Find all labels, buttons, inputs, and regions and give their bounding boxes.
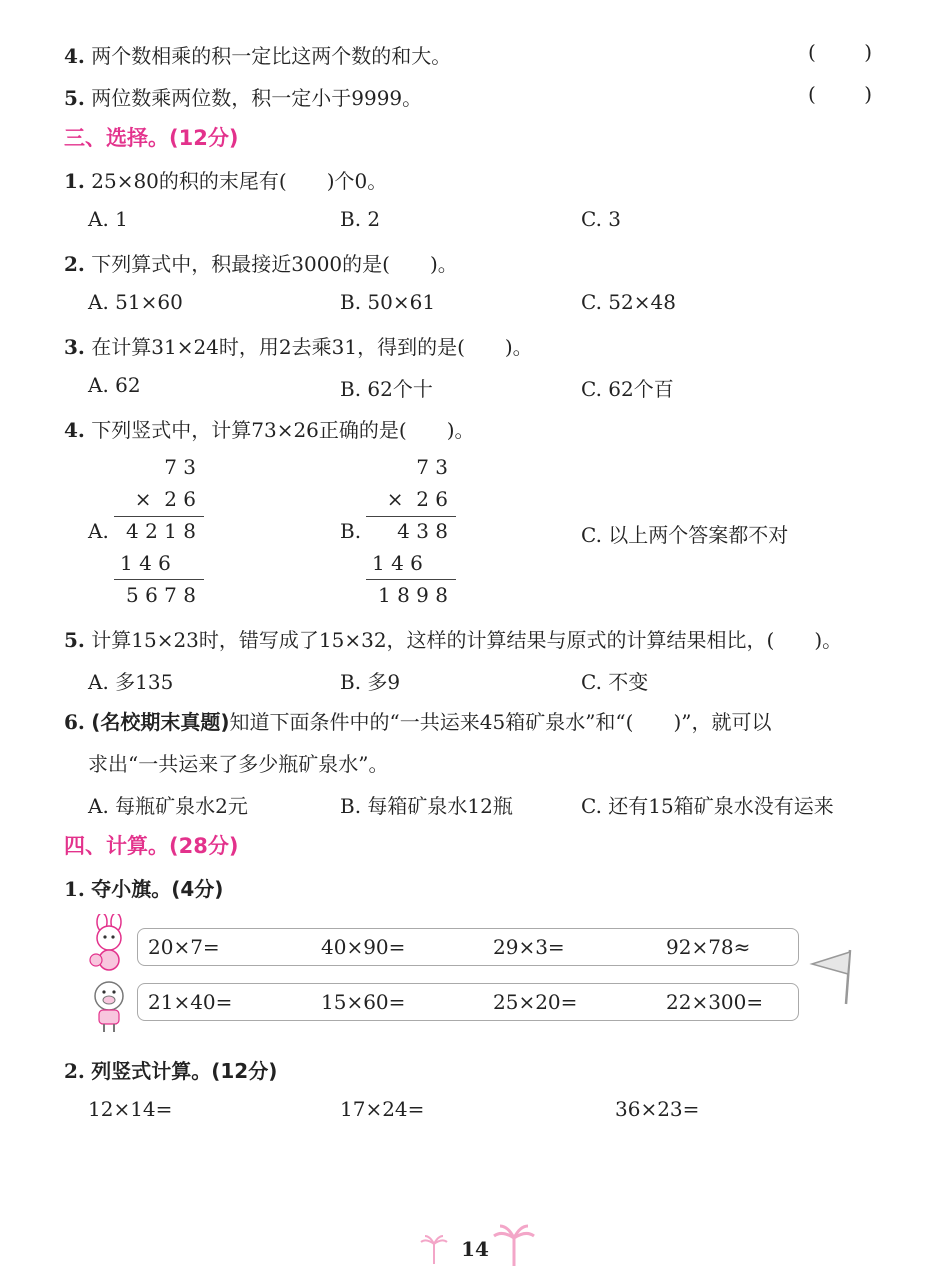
choice-question-1: 1. 25×80的积的末尾有( )个0。	[64, 169, 388, 193]
rule-line	[114, 579, 204, 580]
calc-cell[interactable]: 22×300=	[666, 990, 764, 1014]
vertical-calc-b: 7 3 × 2 6 4 3 8 1 4 6 1 8 9 8	[364, 455, 456, 605]
option-a[interactable]: A.	[88, 519, 109, 543]
choice-question-3: 3. 在计算31×24时，用2去乘31，得到的是( )。	[64, 335, 533, 359]
section-title: 四、计算。(28分)	[64, 834, 239, 858]
calc-cell[interactable]: 15×60=	[321, 990, 406, 1014]
choice-question-2: 2. 下列算式中，积最接近3000的是( )。	[64, 252, 458, 276]
judge-item-4	[64, 40, 451, 69]
option-b[interactable]: B. 每箱矿泉水12瓶	[340, 794, 513, 818]
rule-line	[114, 516, 204, 517]
option-c[interactable]: C. 以上两个答案都不对	[581, 523, 789, 547]
option-a[interactable]: A. 每瓶矿泉水2元	[88, 794, 248, 818]
option-c[interactable]: C. 还有15箱矿泉水没有运来	[581, 794, 834, 818]
option-b[interactable]: B.	[340, 519, 362, 543]
calc-cell[interactable]: 21×40=	[148, 990, 233, 1014]
section-title: 三、选择。(12分)	[64, 126, 239, 150]
option-a[interactable]: A. 51×60	[88, 290, 183, 314]
vertical-problem[interactable]: 12×14=	[88, 1097, 173, 1121]
option-b[interactable]: B. 50×61	[340, 290, 436, 314]
option-b[interactable]: B. 62个十	[340, 377, 433, 401]
option-c[interactable]: C. 3	[581, 207, 622, 231]
option-c[interactable]: C. 62个百	[581, 377, 674, 401]
answer-paren[interactable]: ( )	[808, 82, 872, 106]
rule-line	[366, 516, 456, 517]
item-number: 4.	[64, 44, 85, 68]
option-a[interactable]: A. 1	[88, 207, 128, 231]
choice-question-5: 5. 计算15×23时，错写成了15×32，这样的计算结果与原式的计算结果相比，( )。	[64, 628, 843, 652]
rabbit-icon	[86, 914, 132, 974]
sub-question-1: 1. 夺小旗。(4分)	[64, 877, 224, 901]
calc-cell[interactable]: 20×7=	[148, 935, 220, 959]
option-a[interactable]: A. 62	[88, 373, 141, 397]
calc-row-2	[137, 983, 799, 1021]
option-b[interactable]: B. 2	[340, 207, 381, 231]
option-c[interactable]: C. 52×48	[581, 290, 676, 314]
pig-icon	[88, 978, 130, 1034]
calc-cell[interactable]: 25×20=	[493, 990, 578, 1014]
calc-cell[interactable]: 29×3=	[493, 935, 565, 959]
calc-cell[interactable]: 40×90=	[321, 935, 406, 959]
item-text: 两个数相乘的积一定比这两个数的和大。	[91, 44, 452, 68]
item-number: 5.	[64, 86, 85, 110]
option-b[interactable]: B. 多9	[340, 670, 401, 694]
choice-question-6-line2: 求出“一共运来了多少瓶矿泉水”。	[88, 752, 389, 776]
option-a[interactable]: A. 多135	[88, 670, 174, 694]
choice-question-6: 6. (名校期末真题)知道下面条件中的“一共运来45箱矿泉水”和“( )”，就可以	[64, 710, 772, 734]
page-number: 14	[461, 1237, 489, 1261]
source-tag: (名校期末真题)	[91, 710, 230, 734]
choice-question-4: 4. 下列竖式中，计算73×26正确的是( )。	[64, 418, 475, 442]
rule-line	[366, 579, 456, 580]
calc-row-1	[137, 928, 799, 966]
sub-question-2: 2. 列竖式计算。(12分)	[64, 1059, 278, 1083]
item-text: 两位数乘两位数，积一定小于9999。	[91, 86, 423, 110]
vertical-calc-a: 7 3 × 2 6 4 2 1 8 1 4 6 5 6 7 8	[112, 455, 204, 605]
vertical-problem[interactable]: 17×24=	[340, 1097, 425, 1121]
vertical-problem[interactable]: 36×23=	[615, 1097, 700, 1121]
palm-tree-icon	[492, 1224, 536, 1266]
judge-item-5	[64, 82, 422, 111]
option-c[interactable]: C. 不变	[581, 670, 649, 694]
answer-paren[interactable]: ( )	[808, 40, 872, 64]
calc-cell[interactable]: 92×78≈	[666, 935, 751, 959]
flag-icon	[808, 946, 858, 1008]
